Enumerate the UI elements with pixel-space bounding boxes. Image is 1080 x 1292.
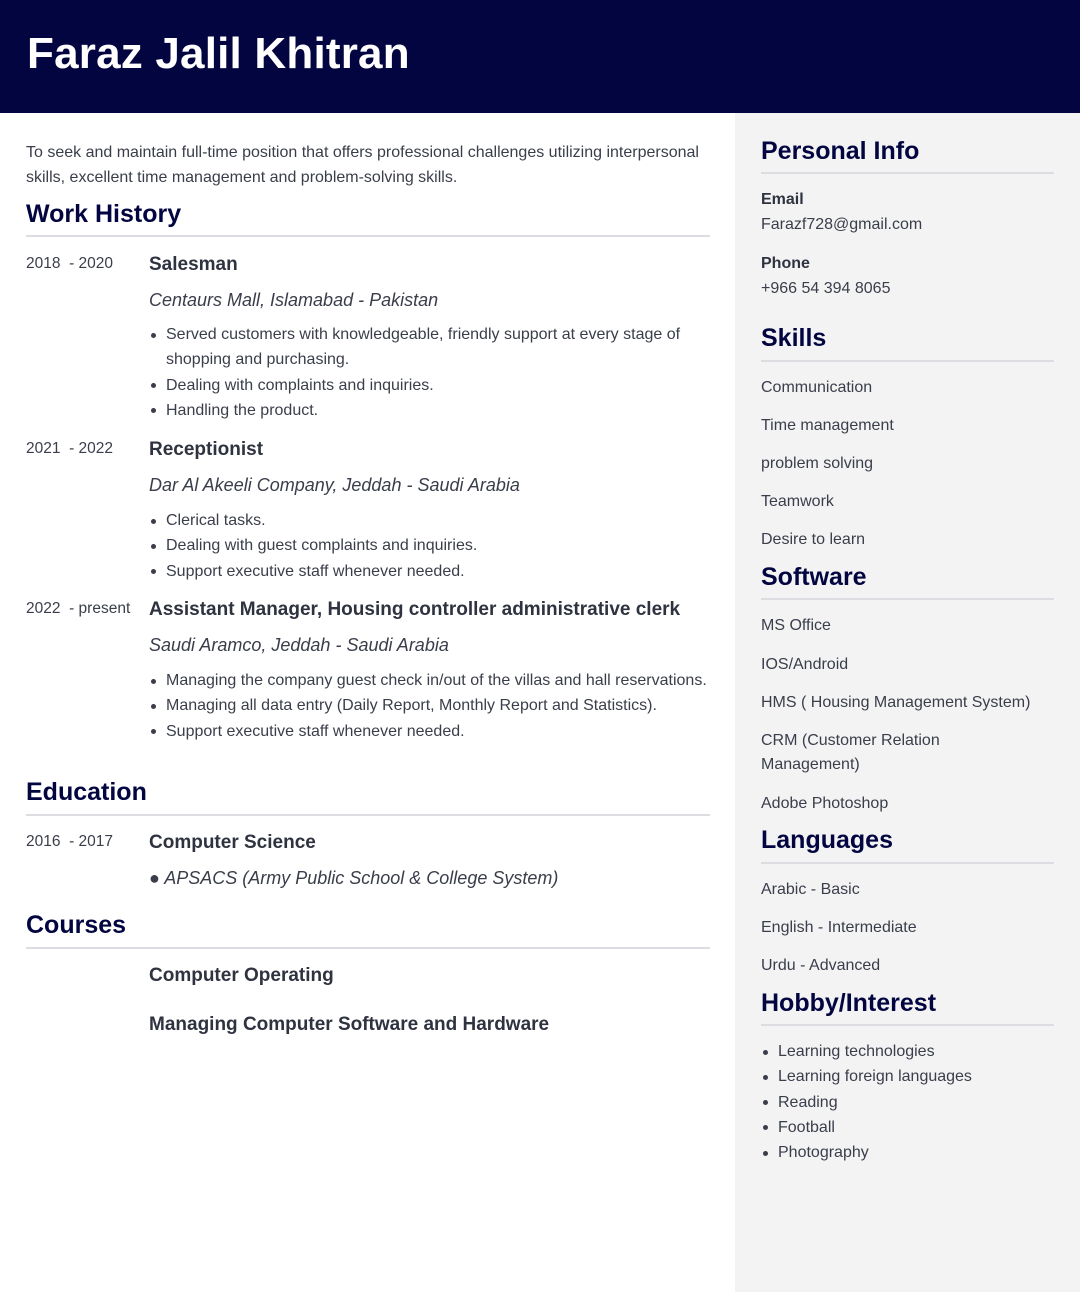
skill-item: Communication — [761, 379, 873, 396]
job-title: Receptionist — [149, 439, 264, 460]
job-duty: Support executive staff whenever needed. — [166, 719, 714, 744]
candidate-name: Faraz Jalil Khitran — [27, 29, 410, 78]
job-duty: Handling the product. — [166, 398, 714, 423]
software-item: CRM (Customer Relation Management) — [761, 732, 940, 773]
personal-info-title: Personal Info — [761, 137, 920, 165]
skills-title: Skills — [761, 324, 827, 352]
education-title: Education — [26, 778, 147, 806]
software-title: Software — [761, 563, 867, 591]
job-duty: Served customers with knowledgeable, friendly support at every stage of shopping and purchasing. — [166, 322, 714, 373]
software-item: HMS ( Housing Management System) — [761, 694, 1031, 711]
course-item: Computer Operating — [149, 965, 334, 986]
hobby-item: Learning foreign languages — [778, 1064, 972, 1089]
job-title: Assistant Manager, Housing controller administrative clerk — [149, 599, 681, 620]
education-degree: Computer Science — [149, 832, 316, 853]
skill-item: Time management — [761, 417, 894, 434]
job-company: Dar Al Akeeli Company, Jeddah - Saudi Arabia — [149, 475, 520, 495]
courses-title: Courses — [26, 911, 127, 939]
job-duties-list — [166, 508, 714, 584]
languages-divider — [761, 862, 1054, 864]
skill-item: Teamwork — [761, 493, 834, 510]
job-duty: Dealing with guest complaints and inquiries. — [166, 533, 714, 558]
job-title: Salesman — [149, 254, 238, 275]
work-history-divider — [26, 235, 710, 237]
software-item: IOS/Android — [761, 656, 849, 673]
hobby-item: Photography — [778, 1140, 972, 1165]
job-dates: 2022 - present — [26, 600, 131, 617]
job-dates: 2021 - 2022 — [26, 440, 114, 457]
job-company: Saudi Aramco, Jeddah - Saudi Arabia — [149, 635, 449, 655]
job-duty: Managing the company guest check in/out of the villas and hall reservations. — [166, 668, 714, 693]
job-duty: Managing all data entry (Daily Report, Monthly Report and Statistics). — [166, 693, 714, 718]
education-school: ● APSACS (Army Public School & College System) — [149, 868, 559, 888]
languages-title: Languages — [761, 826, 893, 854]
job-duty: Clerical tasks. — [166, 508, 714, 533]
phone-label: Phone — [761, 255, 810, 272]
skill-item: Desire to learn — [761, 531, 866, 548]
job-duty: Support executive staff whenever needed. — [166, 559, 714, 584]
hobbies-list — [778, 1039, 972, 1165]
language-item: Urdu - Advanced — [761, 957, 881, 974]
skill-item: problem solving — [761, 455, 874, 472]
personal-info-divider — [761, 172, 1054, 174]
email-label: Email — [761, 191, 804, 208]
resume-header — [0, 0, 1080, 113]
skills-divider — [761, 360, 1054, 362]
phone-value[interactable]: +966 54 394 8065 — [761, 280, 891, 297]
education-divider — [26, 814, 710, 816]
job-company: Centaurs Mall, Islamabad - Pakistan — [149, 290, 439, 310]
language-item: English - Intermediate — [761, 919, 917, 936]
software-divider — [761, 598, 1054, 600]
work-history-title: Work History — [26, 200, 182, 228]
course-item: Managing Computer Software and Hardware — [149, 1014, 550, 1035]
job-duty: Dealing with complaints and inquiries. — [166, 373, 714, 398]
sidebar — [735, 113, 1080, 1292]
career-summary: To seek and maintain full-time position that offers professional challenges utilizing interpersonal skills, excellent time management and problem-solving skills. — [26, 144, 699, 186]
hobby-item: Learning technologies — [778, 1039, 972, 1064]
hobby-item: Reading — [778, 1090, 972, 1115]
email-value[interactable]: Farazf728@gmail.com — [761, 216, 923, 233]
hobbies-divider — [761, 1024, 1054, 1026]
software-item: Adobe Photoshop — [761, 795, 889, 812]
job-dates: 2018 - 2020 — [26, 255, 114, 272]
education-dates: 2016 - 2017 — [26, 833, 114, 850]
language-item: Arabic - Basic — [761, 881, 860, 898]
software-item: MS Office — [761, 617, 831, 634]
job-duties-list — [166, 668, 714, 744]
hobbies-title: Hobby/Interest — [761, 989, 937, 1017]
courses-divider — [26, 947, 710, 949]
hobby-item: Football — [778, 1115, 972, 1140]
job-duties-list — [166, 322, 714, 423]
